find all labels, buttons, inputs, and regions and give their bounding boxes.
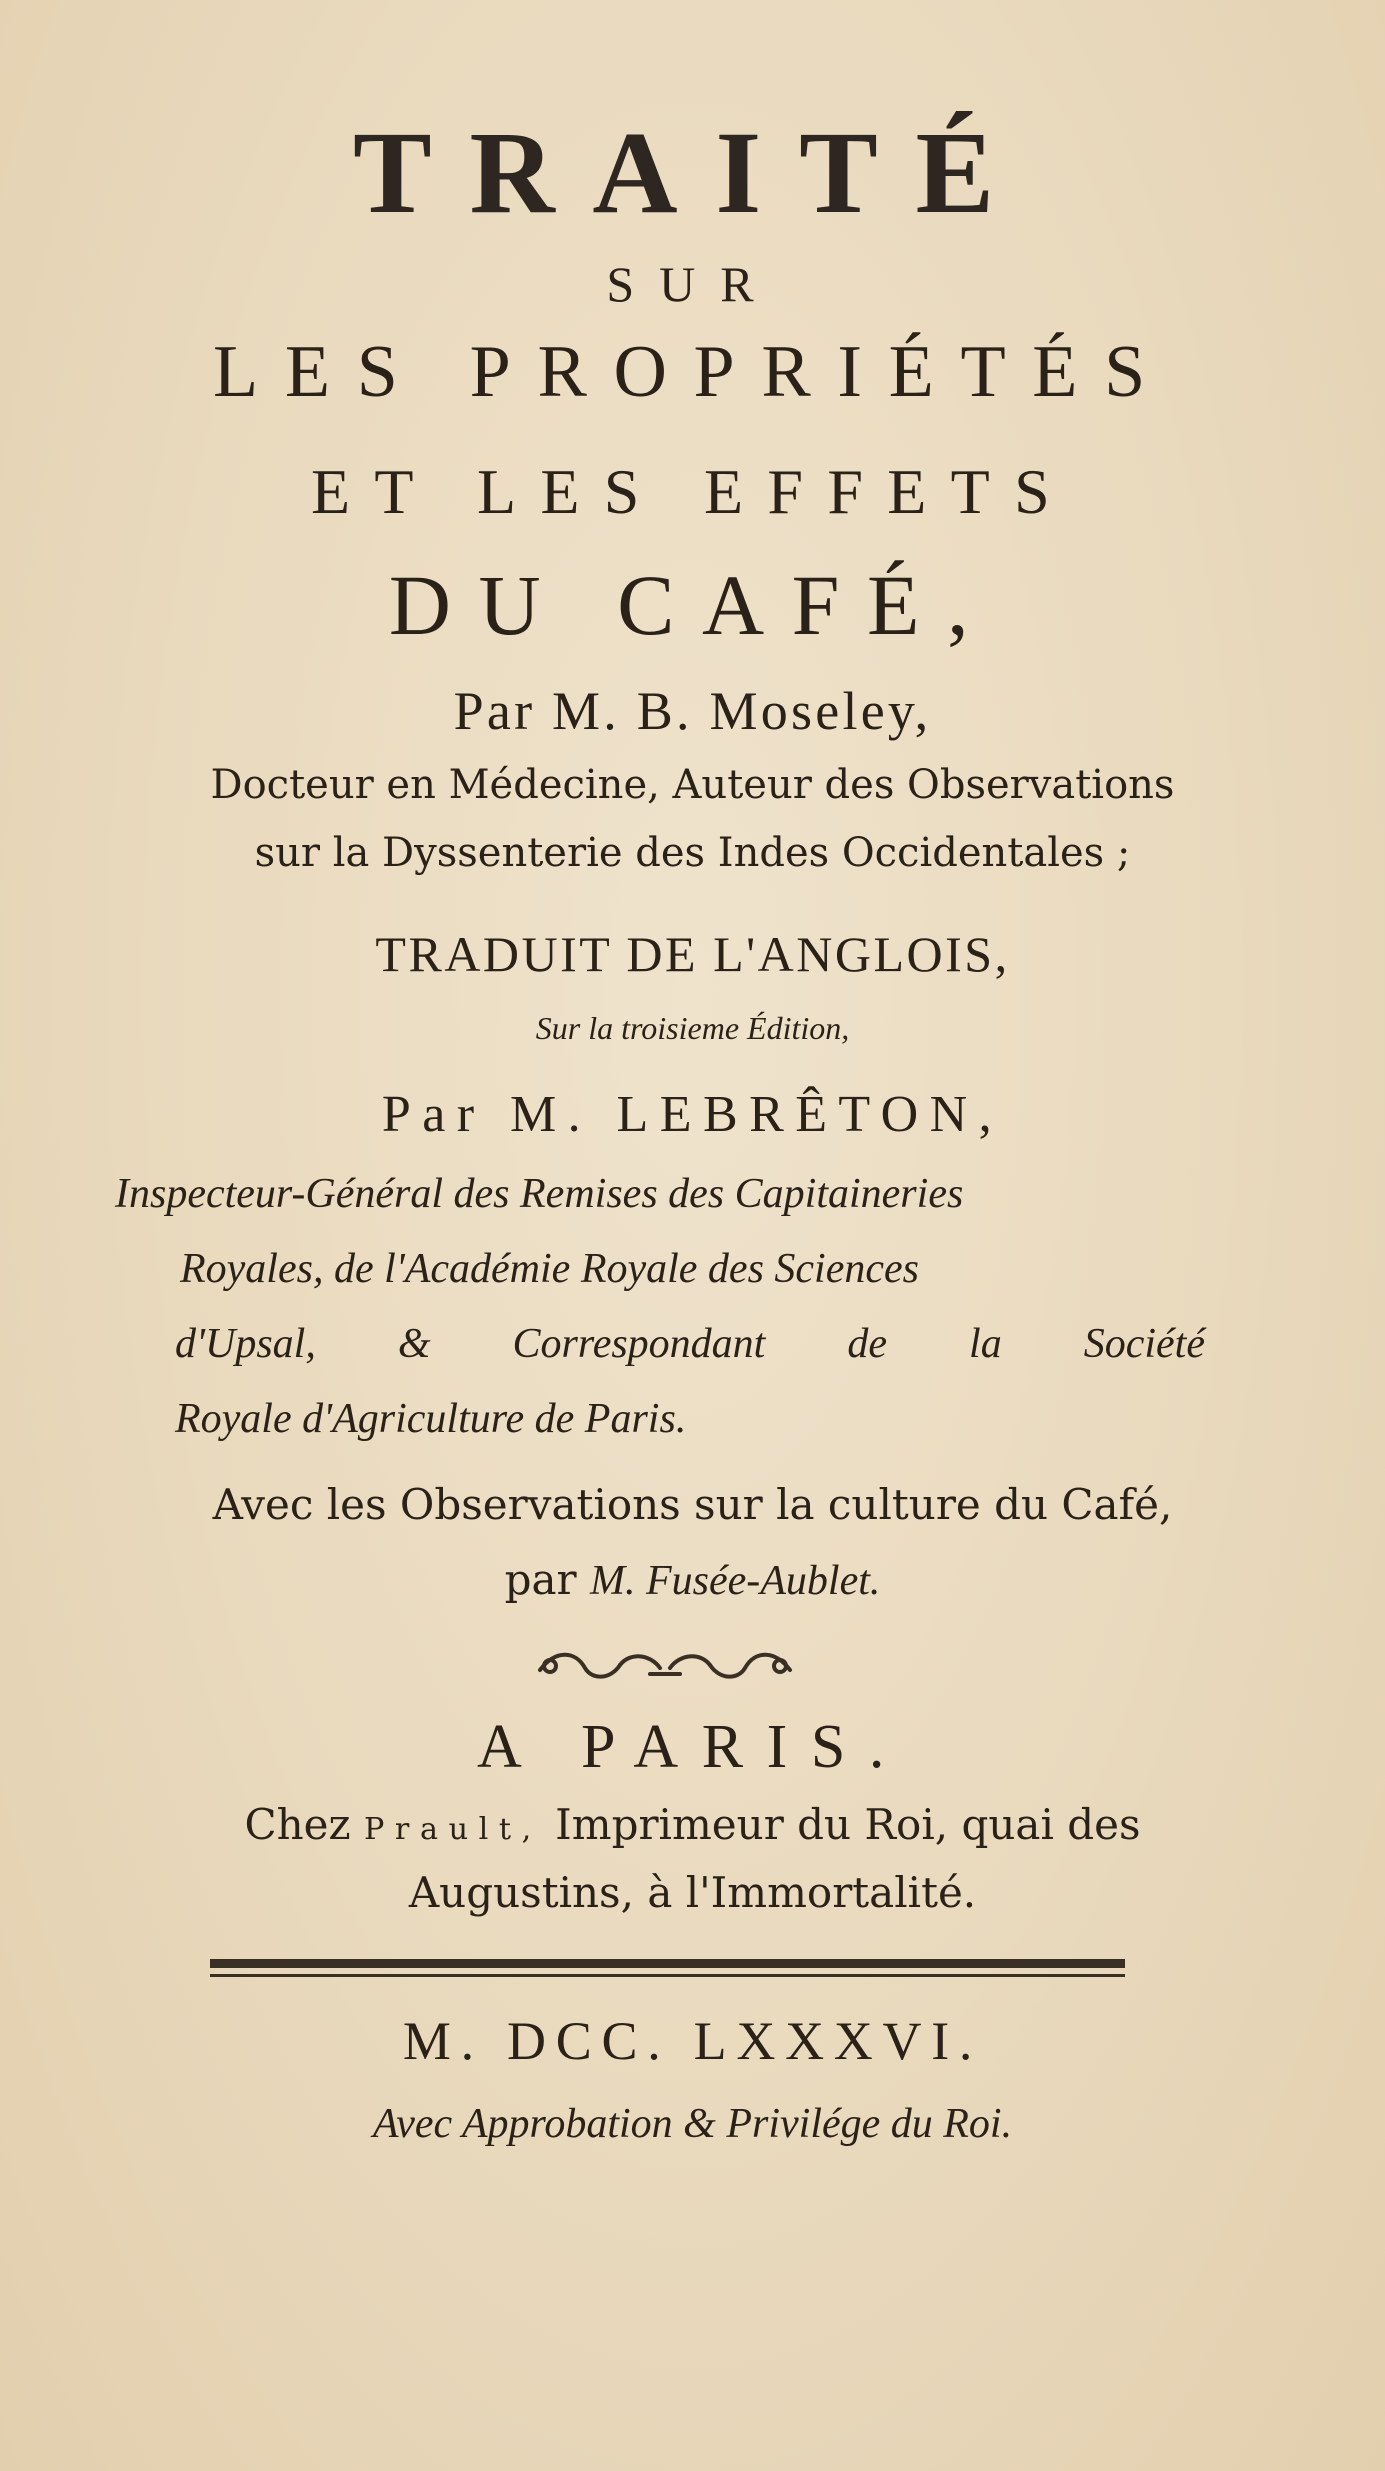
cafe-line: DU CAFÉ,: [388, 557, 997, 653]
sur-line: SUR: [606, 256, 779, 312]
imprint-rest: Imprimeur du Roi, quai des: [555, 1800, 1141, 1849]
fleuron-ornament: [530, 1640, 800, 1690]
imprint-line-2: Augustins, à l'Immortalité.: [408, 1868, 977, 1917]
translator-title-2: Royales, de l'Académie Royale des Sciences: [180, 1246, 919, 1292]
translator-title-3: d'Upsal, & Correspondant de la Société: [175, 1321, 1205, 1367]
proprietes-line: LES PROPRIÉTÉS: [213, 331, 1172, 413]
author-name: M. B. Moseley,: [552, 681, 932, 741]
observations-author-line: [0, 1555, 1385, 1605]
effets-line: ET LES EFFETS: [310, 456, 1075, 527]
title: TRAITÉ: [352, 107, 1033, 238]
author-line: [0, 680, 1385, 742]
imprint-printer: Prault,: [364, 1812, 542, 1847]
author-title-1: Docteur en Médecine, Auteur des Observations: [210, 762, 1175, 808]
translator-name: M. LEBRÊTON,: [509, 1086, 1004, 1143]
imprint-city: A PARIS.: [477, 1713, 908, 1781]
observations-author: M. Fusée-Aublet.: [589, 1558, 881, 1604]
translator-title-4: Royale d'Agriculture de Paris.: [175, 1396, 687, 1442]
author-title-2: sur la Dyssenterie des Indes Occidentales ;: [254, 830, 1131, 876]
translation-line: TRADUIT DE L'ANGLOIS,: [375, 926, 1010, 982]
translator-line: [0, 1085, 1385, 1144]
double-rule-divider: [210, 1955, 1125, 1985]
translator-par: Par: [381, 1086, 486, 1143]
imprint-chez: Chez: [244, 1800, 351, 1849]
observations-line: Avec les Observations sur la culture du Café,: [212, 1480, 1173, 1529]
observations-par: par: [504, 1555, 577, 1604]
author-par: Par: [453, 681, 536, 741]
edition-line: Sur la troisieme Édition,: [535, 1010, 850, 1046]
translator-title-1: Inspecteur-Général des Remises des Capitaineries: [115, 1171, 964, 1217]
imprint-line-1: [0, 1800, 1385, 1849]
date-line: M. DCC. LXXXVI.: [402, 2011, 983, 2071]
approbation-line: Avec Approbation & Privilége du Roi.: [372, 2101, 1013, 2147]
